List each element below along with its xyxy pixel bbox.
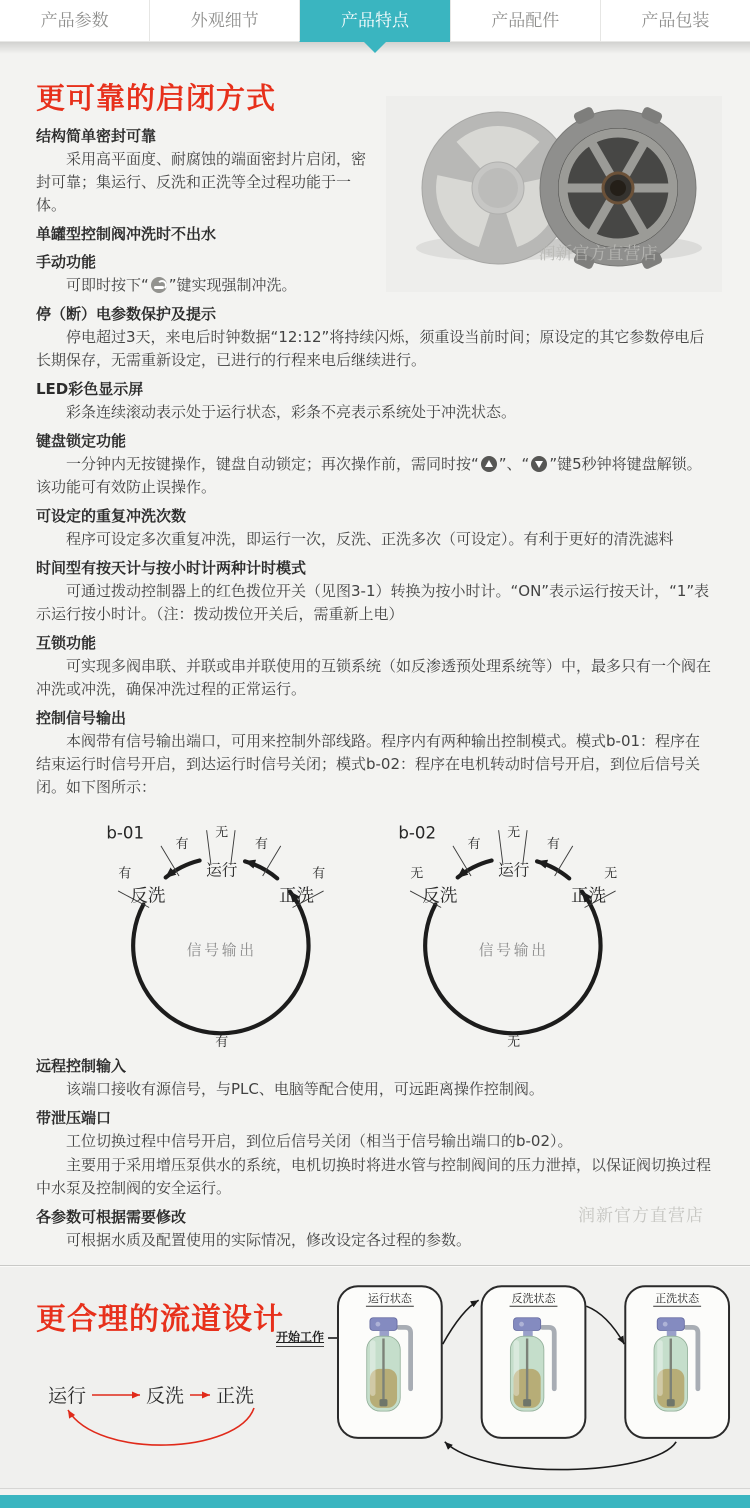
signal-state-label: 有: [215, 1035, 229, 1049]
feature-block: [36, 430, 714, 499]
box2-to-box3-arrow: [586, 1306, 624, 1344]
state-label-run: 运行状态: [367, 1292, 412, 1306]
feature-paragraph: 本阀带有信号输出端口，可用来控制外部线路。程序内有两种输出控制模式。模式b-01：程序在结束运行时信号开启，到达运行时信号关闭；模式b-02：程序在电机转动时信号开启，到位后信号关闭。如下图所示：: [36, 732, 701, 796]
section-title: 更可靠的启闭方式: [36, 81, 277, 115]
state-label-backwash: 反洗状态: [511, 1292, 556, 1306]
narrow-text-column: [36, 125, 374, 297]
feature-paragraph: 程序可设定多次重复冲洗，即运行一次，反洗、正洗多次（可设定）。有利于更好的清洗滤料: [66, 530, 674, 548]
feature-paragraph: 停电超过3天，来电后时钟数据“12:12”将持续闪烁，须重设当前时间；原设定的其它参数停电后长期保存，无需重新设定，已进行的行程来电后继续进行。: [36, 328, 705, 369]
tab-product-accessories[interactable]: 产品配件: [450, 0, 600, 42]
flow-design-section: [0, 1265, 750, 1488]
feature-heading: 键盘锁定功能: [36, 432, 127, 450]
store-watermark: 润新官方直营店: [578, 1206, 704, 1226]
feature-block: [36, 378, 714, 424]
feature-paragraph: 该端口接收有源信号，与PLC、电脑等配合使用，可远距离操作控制阀。: [66, 1080, 544, 1098]
feature-paragraph: 可即时按下“ ”键实现强制冲洗。: [66, 276, 297, 294]
signal-state-label: 无: [507, 1035, 521, 1049]
feature-heading: 停（断）电参数保护及提示: [36, 305, 217, 323]
lower-features: [36, 1055, 714, 1252]
signal-diagram-b02: [376, 809, 646, 1049]
feature-heading: 时间型有按天计与按小时计两种计时模式: [36, 559, 307, 577]
signal-state-label: 有: [467, 836, 481, 852]
feature-paragraph: 一分钟内无按键操作，键盘自动锁定；再次操作前，需同时按“ ”、“ ”键5秒钟将键盘解锁。该功能可有效防止误操作。: [36, 455, 702, 496]
cycle-flow-diagram: [28, 1362, 278, 1477]
feature-block: [36, 223, 374, 245]
state-boxes-diagram: [336, 1280, 740, 1485]
state-label-fastwash: 正洗状态: [655, 1292, 700, 1306]
flow-node-run: 运行: [48, 1385, 87, 1407]
tab-product-parameters[interactable]: 产品参数: [0, 0, 149, 42]
signal-state-label: 无: [507, 825, 521, 841]
node-fastwash: 正洗: [571, 886, 607, 907]
feature-paragraph: 彩条连续滚动表示处于运行状态，彩条不亮表示系统处于冲洗状态。: [66, 403, 517, 421]
feature-heading: 可设定的重复冲洗次数: [36, 507, 187, 525]
signal-state-label: 有: [175, 836, 189, 852]
cycle-arc: [425, 892, 600, 1034]
seal-disc-photo: [386, 96, 722, 292]
box1-to-box2-arrow: [443, 1300, 479, 1344]
photo-watermark: 润新官方直营店: [538, 244, 658, 264]
feature-block: [36, 707, 714, 799]
feature-block: [36, 557, 714, 626]
center-label: 信号输出: [186, 941, 257, 959]
tab-product-features[interactable]: 产品特点: [299, 0, 449, 42]
feature-paragraph: 采用高平面度、耐腐蚀的端面密封片启闭，密封可靠；集运行、反洗和正洗等全过程功能于一体。: [36, 150, 367, 214]
flow-section-title: 更合理的流道设计: [36, 1302, 284, 1337]
manual-flush-icon: [151, 277, 167, 293]
feature-block: [36, 125, 374, 217]
feature-heading: LED彩色显示屏: [36, 380, 144, 398]
node-backwash: 反洗: [422, 886, 458, 907]
tab-product-packaging[interactable]: 产品包装: [600, 0, 750, 42]
feature-heading: 手动功能: [36, 253, 97, 271]
feature-heading: 单罐型控制阀冲洗时不出水: [36, 225, 217, 243]
signal-state-label: 无: [215, 825, 229, 841]
up-arrow-icon: [481, 456, 497, 472]
feature-heading: 结构简单密封可靠: [36, 127, 157, 145]
signal-diagram-b01: [84, 809, 354, 1049]
feature-block: [36, 1107, 714, 1200]
feature-heading: 控制信号输出: [36, 709, 127, 727]
product-features-section: [0, 42, 750, 1265]
node-backwash: 反洗: [130, 886, 166, 907]
tab-appearance-details[interactable]: 外观细节: [149, 0, 299, 42]
node-run: 运行: [498, 860, 530, 880]
footer-gap: [0, 1488, 750, 1495]
flow-node-fastwash: 正洗: [216, 1385, 255, 1407]
feature-block: [36, 632, 714, 701]
return-curve-arrow: [68, 1408, 254, 1445]
tab-bar: [0, 0, 750, 42]
feature-heading: 各参数可根据需要修改: [36, 1208, 187, 1226]
fastwash-to-run-arrow: [245, 861, 277, 878]
box3-to-box1-arrow: [445, 1442, 676, 1470]
feature-block: [36, 1055, 714, 1101]
signal-output-diagrams: [84, 809, 714, 1049]
feature-paragraph: 可通过拨动控制器上的红色拨位开关（见图3-1）转换为按小时计。“ON”表示运行按天计，“1”表示运行按小时计。（注：拨动拨位开关后，需重新上电）: [36, 582, 710, 623]
signal-state-label: 有: [255, 836, 268, 852]
signal-state-label: 有: [547, 836, 560, 852]
cycle-arc: [133, 892, 308, 1034]
signal-state-label: 无: [604, 866, 618, 882]
signal-state-label: 有: [118, 866, 132, 882]
feature-paragraph: 主要用于采用增压泵供水的系统，电机切换时将进水管与控制阀间的压力泄掉，以保证阀切换过程中水泵及控制阀的安全运行。: [36, 1156, 712, 1197]
feature-paragraph: 工位切换过程中信号开启，到位后信号关闭（相当于信号输出端口的b-02）。: [66, 1132, 573, 1150]
center-label: 信号输出: [478, 941, 549, 959]
diagram-title: b-01: [106, 823, 145, 843]
feature-block: [36, 251, 374, 297]
feature-heading: 互锁功能: [36, 634, 97, 652]
signal-state-label: 无: [410, 866, 424, 882]
node-run: 运行: [206, 860, 238, 880]
feature-block: [36, 303, 714, 372]
flow-node-backwash: 反洗: [146, 1385, 185, 1407]
node-fastwash: 正洗: [279, 886, 315, 907]
feature-heading: 远程控制输入: [36, 1057, 127, 1075]
feature-block: [36, 505, 714, 551]
fastwash-to-run-arrow: [537, 861, 569, 878]
diagram-title: b-02: [398, 823, 437, 843]
start-work-label: 开始工作: [276, 1328, 353, 1347]
feature-paragraph: 可实现多阀串联、并联或串并联使用的互锁系统（如反渗透预处理系统等）中，最多只有一个阀在冲洗或冲洗，确保冲洗过程的正常运行。: [36, 657, 712, 698]
signal-state-label: 有: [312, 866, 326, 882]
feature-heading: 带泄压端口: [36, 1109, 112, 1127]
down-arrow-icon: [531, 456, 547, 472]
feature-paragraph: 可根据水质及配置使用的实际情况，修改设定各过程的参数。: [66, 1231, 472, 1249]
